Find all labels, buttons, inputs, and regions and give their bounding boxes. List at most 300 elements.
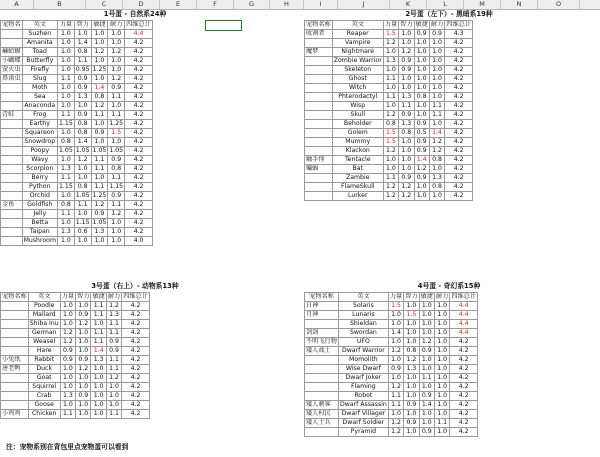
pet-name-cell[interactable] bbox=[1, 374, 29, 383]
stat-cell[interactable]: 1.0 bbox=[419, 410, 434, 419]
stat-cell[interactable]: 0.9 bbox=[106, 347, 121, 356]
stat-cell[interactable]: 1.0 bbox=[429, 93, 444, 102]
stat-cell[interactable]: 1.0 bbox=[434, 374, 449, 383]
stat-cell[interactable]: 1.1 bbox=[383, 174, 398, 183]
header-cell[interactable]: 敏捷 bbox=[420, 293, 433, 300]
stat-cell[interactable]: 1.25 bbox=[92, 192, 107, 199]
english-name-cell[interactable]: Jelly bbox=[22, 210, 57, 219]
stat-cell[interactable]: 1.15 bbox=[109, 183, 124, 190]
stat-cell[interactable]: 1.0 bbox=[434, 311, 449, 320]
column-header-a[interactable]: A bbox=[0, 0, 34, 9]
pet-name-cell[interactable] bbox=[1, 165, 23, 174]
stat-cell[interactable]: 1.0 bbox=[108, 102, 125, 111]
stat-cell[interactable]: 1.5 bbox=[383, 138, 398, 147]
stat-cell[interactable]: 1.0 bbox=[414, 39, 429, 48]
english-name-cell[interactable]: Betta bbox=[22, 219, 57, 228]
pet-name-cell[interactable] bbox=[1, 329, 29, 338]
stat-cell[interactable]: 0.9 bbox=[419, 347, 434, 356]
stat-cell[interactable]: 1.0 bbox=[57, 192, 74, 201]
header-cell[interactable]: 四维总计 bbox=[126, 21, 151, 28]
stat-cell[interactable]: 0.9 bbox=[91, 129, 108, 138]
stat-cell[interactable]: 1.0 bbox=[419, 311, 434, 320]
pet-name-cell[interactable]: 小兔纸 bbox=[1, 356, 29, 365]
english-name-cell[interactable]: Anaconda bbox=[22, 102, 57, 111]
stat-cell[interactable]: 1.0 bbox=[414, 57, 429, 66]
stat-cell[interactable]: 1.5 bbox=[108, 129, 125, 138]
pet-name-cell[interactable]: 矮人刺客 bbox=[305, 401, 339, 410]
pet-name-cell[interactable]: 癞蛤蟆 bbox=[2, 48, 21, 55]
stat-cell[interactable]: 1.0 bbox=[414, 48, 429, 57]
stat-cell[interactable]: 1.1 bbox=[60, 410, 75, 419]
stat-cell[interactable]: 1.0 bbox=[383, 66, 398, 75]
stat-cell[interactable]: 4.2 bbox=[445, 84, 473, 93]
stat-cell[interactable]: 1.0 bbox=[108, 228, 125, 237]
english-name-cell[interactable]: Dwarf Villager bbox=[338, 410, 388, 419]
stat-cell[interactable]: 0.8 bbox=[74, 183, 91, 192]
stat-cell[interactable]: 1.5 bbox=[383, 30, 398, 39]
english-name-cell[interactable]: Flaming bbox=[338, 383, 388, 392]
stat-cell[interactable]: 1.0 bbox=[91, 30, 108, 39]
stat-cell[interactable]: 4.2 bbox=[125, 75, 153, 84]
stat-cell[interactable]: 0.8 bbox=[57, 201, 74, 210]
pet-name-cell[interactable]: 矮人士兵 bbox=[305, 419, 339, 428]
english-name-cell[interactable]: Hare bbox=[28, 347, 60, 356]
stat-cell[interactable]: 1.0 bbox=[57, 102, 74, 111]
stat-cell[interactable]: 1.0 bbox=[434, 347, 449, 356]
stat-cell[interactable]: 4.2 bbox=[450, 365, 478, 374]
english-name-cell[interactable]: Squirrel bbox=[28, 383, 60, 392]
stat-cell[interactable]: 1.0 bbox=[74, 174, 91, 183]
stat-cell[interactable]: 4.2 bbox=[122, 356, 150, 365]
column-header-g[interactable]: G bbox=[234, 0, 270, 9]
english-name-cell[interactable]: Lunaris bbox=[338, 311, 388, 320]
stat-cell[interactable]: 1.0 bbox=[108, 30, 125, 39]
stat-cell[interactable]: 1.1 bbox=[108, 93, 125, 102]
stat-cell[interactable]: 1.0 bbox=[399, 84, 414, 93]
stat-cell[interactable]: 1.1 bbox=[108, 174, 125, 183]
stat-cell[interactable]: 0.9 bbox=[91, 210, 108, 219]
pet-name-cell[interactable] bbox=[305, 120, 333, 129]
pet-name-cell[interactable]: 剑剑 bbox=[305, 329, 339, 338]
stat-cell[interactable]: 1.0 bbox=[434, 401, 449, 410]
stat-cell[interactable]: 1.5 bbox=[383, 129, 398, 138]
stat-cell[interactable]: 1.2 bbox=[106, 302, 121, 311]
stat-cell[interactable]: 1.0 bbox=[434, 383, 449, 392]
stat-cell[interactable]: 1.2 bbox=[76, 365, 91, 374]
stat-cell[interactable]: 1.0 bbox=[419, 365, 434, 374]
pet-name-cell[interactable] bbox=[305, 129, 333, 138]
stat-cell[interactable]: 1.2 bbox=[108, 75, 125, 84]
header-cell[interactable]: 智力 bbox=[405, 293, 418, 300]
stat-cell[interactable]: 1.1 bbox=[74, 201, 91, 210]
stat-cell[interactable]: 1.3 bbox=[91, 356, 106, 365]
stat-cell[interactable]: 1.2 bbox=[388, 419, 403, 428]
stat-cell[interactable]: 1.2 bbox=[106, 374, 121, 383]
stat-cell[interactable]: 1.0 bbox=[91, 320, 106, 329]
pet-name-cell[interactable] bbox=[305, 365, 339, 374]
stat-cell[interactable]: 1.0 bbox=[414, 75, 429, 84]
stat-cell[interactable]: 1.0 bbox=[388, 338, 403, 347]
stat-cell[interactable]: 4.2 bbox=[125, 147, 153, 156]
english-name-cell[interactable]: Zambie bbox=[332, 174, 383, 183]
stat-cell[interactable]: 1.0 bbox=[419, 329, 434, 338]
english-name-cell[interactable]: Suzhen bbox=[22, 30, 57, 39]
stat-cell[interactable]: 4.2 bbox=[122, 302, 150, 311]
english-name-cell[interactable]: Butterfly bbox=[22, 57, 57, 66]
stat-cell[interactable]: 1.0 bbox=[108, 57, 125, 66]
stat-cell[interactable]: 1.0 bbox=[57, 39, 74, 48]
english-name-cell[interactable]: Scorpion bbox=[22, 165, 57, 174]
stat-cell[interactable]: 1.0 bbox=[57, 48, 74, 57]
stat-cell[interactable]: 4.2 bbox=[125, 165, 153, 174]
stat-cell[interactable]: 1.1 bbox=[434, 419, 449, 428]
pet-name-cell[interactable]: 青蛙 bbox=[1, 111, 23, 120]
pet-name-cell[interactable] bbox=[305, 75, 333, 84]
stat-cell[interactable]: 1.0 bbox=[74, 210, 91, 219]
column-header-c[interactable]: C bbox=[86, 0, 123, 9]
pet-name-cell[interactable] bbox=[1, 129, 23, 138]
stat-cell[interactable]: 1.0 bbox=[108, 138, 125, 147]
stat-cell[interactable]: 1.4 bbox=[74, 138, 91, 147]
stat-cell[interactable]: 4.2 bbox=[125, 57, 153, 66]
stat-cell[interactable]: 0.9 bbox=[399, 174, 414, 183]
stat-cell[interactable]: 1.2 bbox=[108, 48, 125, 57]
pet-name-cell[interactable] bbox=[1, 219, 23, 228]
stat-cell[interactable]: 1.25 bbox=[109, 120, 124, 127]
pet-name-cell[interactable]: 鼻涕虫 bbox=[2, 75, 21, 82]
stat-cell[interactable]: 0.8 bbox=[383, 120, 398, 129]
stat-cell[interactable]: 4.0 bbox=[125, 237, 153, 246]
stat-cell[interactable]: 1.0 bbox=[414, 192, 429, 201]
stat-cell[interactable]: 4.4 bbox=[125, 30, 153, 39]
stat-cell[interactable]: 0.5 bbox=[414, 129, 429, 138]
pet-name-cell[interactable] bbox=[305, 66, 333, 75]
stat-cell[interactable]: 1.0 bbox=[76, 329, 91, 338]
pet-name-cell[interactable] bbox=[305, 374, 339, 383]
pet-name-cell[interactable] bbox=[305, 183, 333, 192]
stat-cell[interactable]: 4.2 bbox=[445, 165, 473, 174]
stat-cell[interactable]: 1.0 bbox=[388, 356, 403, 365]
stat-cell[interactable]: 0.9 bbox=[76, 311, 91, 320]
header-cell[interactable]: 敏捷 bbox=[92, 293, 105, 300]
stat-cell[interactable]: 0.8 bbox=[429, 156, 444, 165]
stat-cell[interactable]: 1.0 bbox=[434, 410, 449, 419]
stat-cell[interactable]: 0.9 bbox=[414, 120, 429, 129]
stat-cell[interactable]: 1.4 bbox=[74, 39, 91, 48]
stat-cell[interactable]: 1.0 bbox=[404, 338, 419, 347]
stat-cell[interactable]: 4.2 bbox=[125, 183, 153, 192]
stat-cell[interactable]: 1.3 bbox=[91, 228, 108, 237]
stat-cell[interactable]: 1.0 bbox=[434, 329, 449, 338]
pet-name-cell[interactable] bbox=[305, 392, 339, 401]
stat-cell[interactable]: 1.0 bbox=[434, 320, 449, 329]
stat-cell[interactable]: 4.2 bbox=[122, 410, 150, 419]
stat-cell[interactable]: 1.1 bbox=[57, 75, 74, 84]
stat-cell[interactable]: 0.9 bbox=[108, 156, 125, 165]
pet-name-cell[interactable] bbox=[1, 84, 23, 93]
english-name-cell[interactable]: Weasel bbox=[28, 338, 60, 347]
stat-cell[interactable]: 0.9 bbox=[419, 428, 434, 437]
stat-cell[interactable]: 1.0 bbox=[404, 392, 419, 401]
stat-cell[interactable]: 1.2 bbox=[388, 428, 403, 437]
pet-name-cell[interactable] bbox=[1, 210, 23, 219]
pet-name-cell[interactable]: 魔梦 bbox=[305, 48, 333, 57]
stat-cell[interactable]: 1.0 bbox=[74, 102, 91, 111]
stat-cell[interactable]: 1.1 bbox=[419, 374, 434, 383]
stat-cell[interactable]: 4.2 bbox=[450, 401, 478, 410]
english-name-cell[interactable]: Robot bbox=[338, 392, 388, 401]
stat-cell[interactable]: 1.0 bbox=[404, 374, 419, 383]
english-name-cell[interactable]: Momolith bbox=[338, 356, 388, 365]
stat-cell[interactable]: 1.2 bbox=[91, 201, 108, 210]
english-name-cell[interactable]: Orchid bbox=[22, 192, 57, 201]
stat-cell[interactable]: 1.1 bbox=[429, 111, 444, 120]
stat-cell[interactable]: 1.1 bbox=[57, 210, 74, 219]
stat-cell[interactable]: 1.05 bbox=[109, 147, 124, 154]
stat-cell[interactable]: 1.2 bbox=[91, 48, 108, 57]
pet-name-cell[interactable] bbox=[1, 338, 29, 347]
stat-cell[interactable]: 1.0 bbox=[57, 93, 74, 102]
english-name-cell[interactable]: Mushroom bbox=[23, 237, 56, 244]
header-cell[interactable]: 敏捷 bbox=[415, 21, 428, 28]
stat-cell[interactable]: 1.0 bbox=[404, 428, 419, 437]
english-name-cell[interactable]: Duck bbox=[28, 365, 60, 374]
stat-cell[interactable]: 1.0 bbox=[404, 302, 419, 311]
stat-cell[interactable]: 1.0 bbox=[429, 57, 444, 66]
stat-cell[interactable]: 0.8 bbox=[399, 129, 414, 138]
column-header-l[interactable]: L bbox=[427, 0, 464, 9]
stat-cell[interactable]: 1.2 bbox=[383, 147, 398, 156]
stat-cell[interactable]: 1.0 bbox=[429, 48, 444, 57]
stat-cell[interactable]: 4.2 bbox=[450, 347, 478, 356]
pet-name-cell[interactable] bbox=[305, 57, 333, 66]
english-name-cell[interactable]: Earthy bbox=[22, 120, 57, 129]
stat-cell[interactable]: 1.2 bbox=[91, 102, 108, 111]
english-name-cell[interactable]: Golem bbox=[332, 129, 383, 138]
stat-cell[interactable]: 1.0 bbox=[91, 410, 106, 419]
pet-name-cell[interactable] bbox=[305, 102, 333, 111]
stat-cell[interactable]: 4.2 bbox=[122, 401, 150, 410]
stat-cell[interactable]: 0.8 bbox=[74, 48, 91, 57]
stat-cell[interactable]: 1.0 bbox=[76, 347, 91, 356]
stat-cell[interactable]: 4.2 bbox=[445, 129, 473, 138]
header-cell[interactable]: 耐力 bbox=[108, 21, 125, 30]
stat-cell[interactable]: 4.2 bbox=[122, 392, 150, 401]
stat-cell[interactable]: 1.0 bbox=[91, 383, 106, 392]
stat-cell[interactable]: 0.8 bbox=[404, 347, 419, 356]
header-cell[interactable]: 智力 bbox=[74, 21, 91, 30]
stat-cell[interactable]: 1.0 bbox=[108, 66, 125, 75]
stat-cell[interactable]: 1.0 bbox=[434, 338, 449, 347]
pet-name-cell[interactable] bbox=[1, 30, 23, 39]
english-name-cell[interactable]: Slug bbox=[22, 75, 57, 84]
stat-cell[interactable]: 4.2 bbox=[122, 383, 150, 392]
pet-name-cell[interactable] bbox=[305, 39, 333, 48]
stat-cell[interactable]: 0.9 bbox=[404, 419, 419, 428]
stat-cell[interactable]: 4.2 bbox=[122, 338, 150, 347]
stat-cell[interactable]: 4.2 bbox=[445, 48, 473, 57]
english-name-cell[interactable]: Shiba Inu bbox=[29, 320, 59, 327]
stat-cell[interactable]: 1.0 bbox=[429, 39, 444, 48]
english-name-cell[interactable]: Poopy bbox=[22, 147, 57, 156]
stat-cell[interactable]: 4.2 bbox=[125, 138, 153, 147]
header-cell[interactable]: 力量 bbox=[61, 293, 75, 300]
stat-cell[interactable]: 4.2 bbox=[122, 347, 150, 356]
stat-cell[interactable]: 1.15 bbox=[58, 183, 73, 190]
english-name-cell[interactable]: Goldfish bbox=[22, 201, 57, 210]
stat-cell[interactable]: 1.0 bbox=[414, 84, 429, 93]
stat-cell[interactable]: 4.2 bbox=[125, 120, 153, 129]
stat-cell[interactable]: 1.0 bbox=[57, 30, 74, 39]
stat-cell[interactable]: 1.0 bbox=[429, 84, 444, 93]
header-cell[interactable]: 英文 bbox=[28, 293, 60, 302]
column-header-o[interactable]: O bbox=[538, 0, 580, 9]
stat-cell[interactable]: 1.3 bbox=[383, 57, 398, 66]
stat-cell[interactable]: 1.0 bbox=[404, 320, 419, 329]
pet-name-cell[interactable]: 日神 bbox=[305, 302, 339, 311]
stat-cell[interactable]: 1.15 bbox=[58, 120, 73, 127]
stat-cell[interactable]: 1.0 bbox=[388, 320, 403, 329]
pet-name-cell[interactable] bbox=[305, 320, 339, 329]
header-cell[interactable]: 力量 bbox=[57, 21, 74, 30]
english-name-cell[interactable]: Firefly bbox=[22, 66, 57, 75]
pet-name-cell[interactable] bbox=[1, 320, 29, 329]
stat-cell[interactable]: 4.4 bbox=[450, 311, 478, 320]
stat-cell[interactable]: 1.0 bbox=[404, 329, 419, 338]
pet-name-cell[interactable] bbox=[1, 237, 23, 246]
stat-cell[interactable]: 4.2 bbox=[450, 428, 478, 437]
stat-cell[interactable]: 1.2 bbox=[108, 210, 125, 219]
stat-cell[interactable]: 0.9 bbox=[399, 57, 414, 66]
english-name-cell[interactable]: FlameSkull bbox=[332, 183, 383, 192]
stat-cell[interactable]: 4.2 bbox=[125, 66, 153, 75]
header-cell[interactable]: 宠物名称 bbox=[305, 293, 339, 302]
header-cell[interactable]: 英文 bbox=[22, 21, 57, 30]
pet-name-cell[interactable] bbox=[1, 183, 23, 192]
stat-cell[interactable]: 1.0 bbox=[60, 311, 75, 320]
header-cell[interactable]: 耐力 bbox=[435, 293, 449, 300]
stat-cell[interactable]: 1.1 bbox=[91, 338, 106, 347]
stat-cell[interactable]: 1.0 bbox=[57, 219, 74, 228]
stat-cell[interactable]: 1.0 bbox=[419, 419, 434, 428]
stat-cell[interactable]: 4.2 bbox=[125, 39, 153, 48]
stat-cell[interactable]: 1.2 bbox=[60, 338, 75, 347]
english-name-cell[interactable]: Pyramid bbox=[338, 428, 388, 437]
stat-cell[interactable]: 0.8 bbox=[74, 129, 91, 138]
stat-cell[interactable]: 1.1 bbox=[106, 329, 121, 338]
english-name-cell[interactable]: Wise Dwarf bbox=[338, 365, 388, 374]
stat-cell[interactable]: 0.8 bbox=[429, 183, 444, 192]
stat-cell[interactable]: 1.0 bbox=[399, 75, 414, 84]
pet-name-cell[interactable] bbox=[305, 93, 333, 102]
stat-cell[interactable]: 4.2 bbox=[445, 156, 473, 165]
pet-name-cell[interactable] bbox=[1, 392, 29, 401]
stat-cell[interactable]: 1.0 bbox=[399, 156, 414, 165]
pet-name-cell[interactable] bbox=[1, 156, 23, 165]
stat-cell[interactable]: 0.9 bbox=[399, 111, 414, 120]
stat-cell[interactable]: 1.2 bbox=[383, 111, 398, 120]
english-name-cell[interactable]: Berry bbox=[22, 174, 57, 183]
stat-cell[interactable]: 1.1 bbox=[383, 75, 398, 84]
stat-cell[interactable]: 0.9 bbox=[74, 84, 91, 93]
stat-cell[interactable]: 4.2 bbox=[125, 192, 153, 201]
stat-cell[interactable]: 1.1 bbox=[57, 174, 74, 183]
stat-cell[interactable]: 0.9 bbox=[60, 347, 75, 356]
stat-cell[interactable]: 1.0 bbox=[404, 383, 419, 392]
stat-cell[interactable]: 1.3 bbox=[57, 165, 74, 174]
pet-name-cell[interactable] bbox=[305, 147, 333, 156]
pet-name-cell[interactable] bbox=[1, 192, 23, 201]
english-name-cell[interactable]: Dwarf Joker bbox=[338, 374, 388, 383]
english-name-cell[interactable]: Taipan bbox=[22, 228, 57, 237]
stat-cell[interactable]: 1.0 bbox=[57, 237, 74, 246]
english-name-cell[interactable]: Ghost bbox=[332, 75, 383, 84]
stat-cell[interactable]: 1.0 bbox=[414, 66, 429, 75]
english-name-cell[interactable]: Solaris bbox=[338, 302, 388, 311]
pet-name-cell[interactable] bbox=[1, 147, 23, 156]
header-cell[interactable]: 敏捷 bbox=[91, 21, 108, 30]
stat-cell[interactable]: 4.2 bbox=[450, 419, 478, 428]
stat-cell[interactable]: 1.5 bbox=[404, 311, 419, 320]
stat-cell[interactable]: 1.1 bbox=[383, 93, 398, 102]
stat-cell[interactable]: 1.0 bbox=[399, 39, 414, 48]
stat-cell[interactable]: 1.0 bbox=[106, 383, 121, 392]
pet-name-cell[interactable]: 不明飞行物 bbox=[306, 338, 337, 345]
stat-cell[interactable]: 1.0 bbox=[106, 392, 121, 401]
header-cell[interactable]: 耐力 bbox=[430, 21, 444, 28]
stat-cell[interactable]: 1.0 bbox=[388, 374, 403, 383]
stat-cell[interactable]: 1.2 bbox=[419, 338, 434, 347]
stat-cell[interactable]: 1.1 bbox=[91, 311, 106, 320]
header-cell[interactable]: 四维总计 bbox=[123, 293, 148, 300]
stat-cell[interactable]: 1.0 bbox=[76, 374, 91, 383]
stat-cell[interactable]: 1.0 bbox=[108, 237, 125, 246]
stat-cell[interactable]: 1.5 bbox=[388, 302, 403, 311]
stat-cell[interactable]: 1.0 bbox=[419, 356, 434, 365]
stat-cell[interactable]: 1.0 bbox=[434, 356, 449, 365]
pet-name-cell[interactable] bbox=[1, 102, 23, 111]
stat-cell[interactable]: 0.9 bbox=[404, 401, 419, 410]
english-name-cell[interactable]: UFO bbox=[338, 338, 388, 347]
stat-cell[interactable]: 1.2 bbox=[429, 147, 444, 156]
stat-cell[interactable]: 1.0 bbox=[91, 374, 106, 383]
stat-cell[interactable]: 1.0 bbox=[106, 401, 121, 410]
stat-cell[interactable]: 4.2 bbox=[445, 93, 473, 102]
pet-name-cell[interactable]: 触手怪 bbox=[305, 156, 333, 165]
stat-cell[interactable]: 4.2 bbox=[445, 57, 473, 66]
stat-cell[interactable]: 1.1 bbox=[108, 111, 125, 120]
english-name-cell[interactable]: Klackon bbox=[332, 147, 383, 156]
stat-cell[interactable]: 0.9 bbox=[414, 138, 429, 147]
header-cell[interactable]: 英文 bbox=[332, 21, 383, 30]
pet-name-cell[interactable]: 萤火虫 bbox=[2, 66, 21, 73]
english-name-cell[interactable]: Mummy bbox=[332, 138, 383, 147]
header-cell[interactable]: 宠物名称 bbox=[306, 21, 331, 28]
english-name-cell[interactable]: Wisp bbox=[332, 102, 383, 111]
stat-cell[interactable]: 1.1 bbox=[106, 410, 121, 419]
header-cell[interactable]: 力量 bbox=[389, 293, 403, 300]
pet-name-cell[interactable]: 月神 bbox=[305, 311, 339, 320]
stat-cell[interactable]: 0.9 bbox=[414, 147, 429, 156]
stat-cell[interactable]: 4.2 bbox=[445, 183, 473, 192]
stat-cell[interactable]: 1.0 bbox=[388, 410, 403, 419]
stat-cell[interactable]: 1.3 bbox=[106, 311, 121, 320]
english-name-cell[interactable]: Beholder bbox=[332, 120, 383, 129]
column-header-d[interactable]: D bbox=[123, 0, 160, 9]
stat-cell[interactable]: 1.1 bbox=[388, 401, 403, 410]
stat-cell[interactable]: 0.95 bbox=[75, 66, 90, 73]
stat-cell[interactable]: 4.2 bbox=[125, 84, 153, 93]
